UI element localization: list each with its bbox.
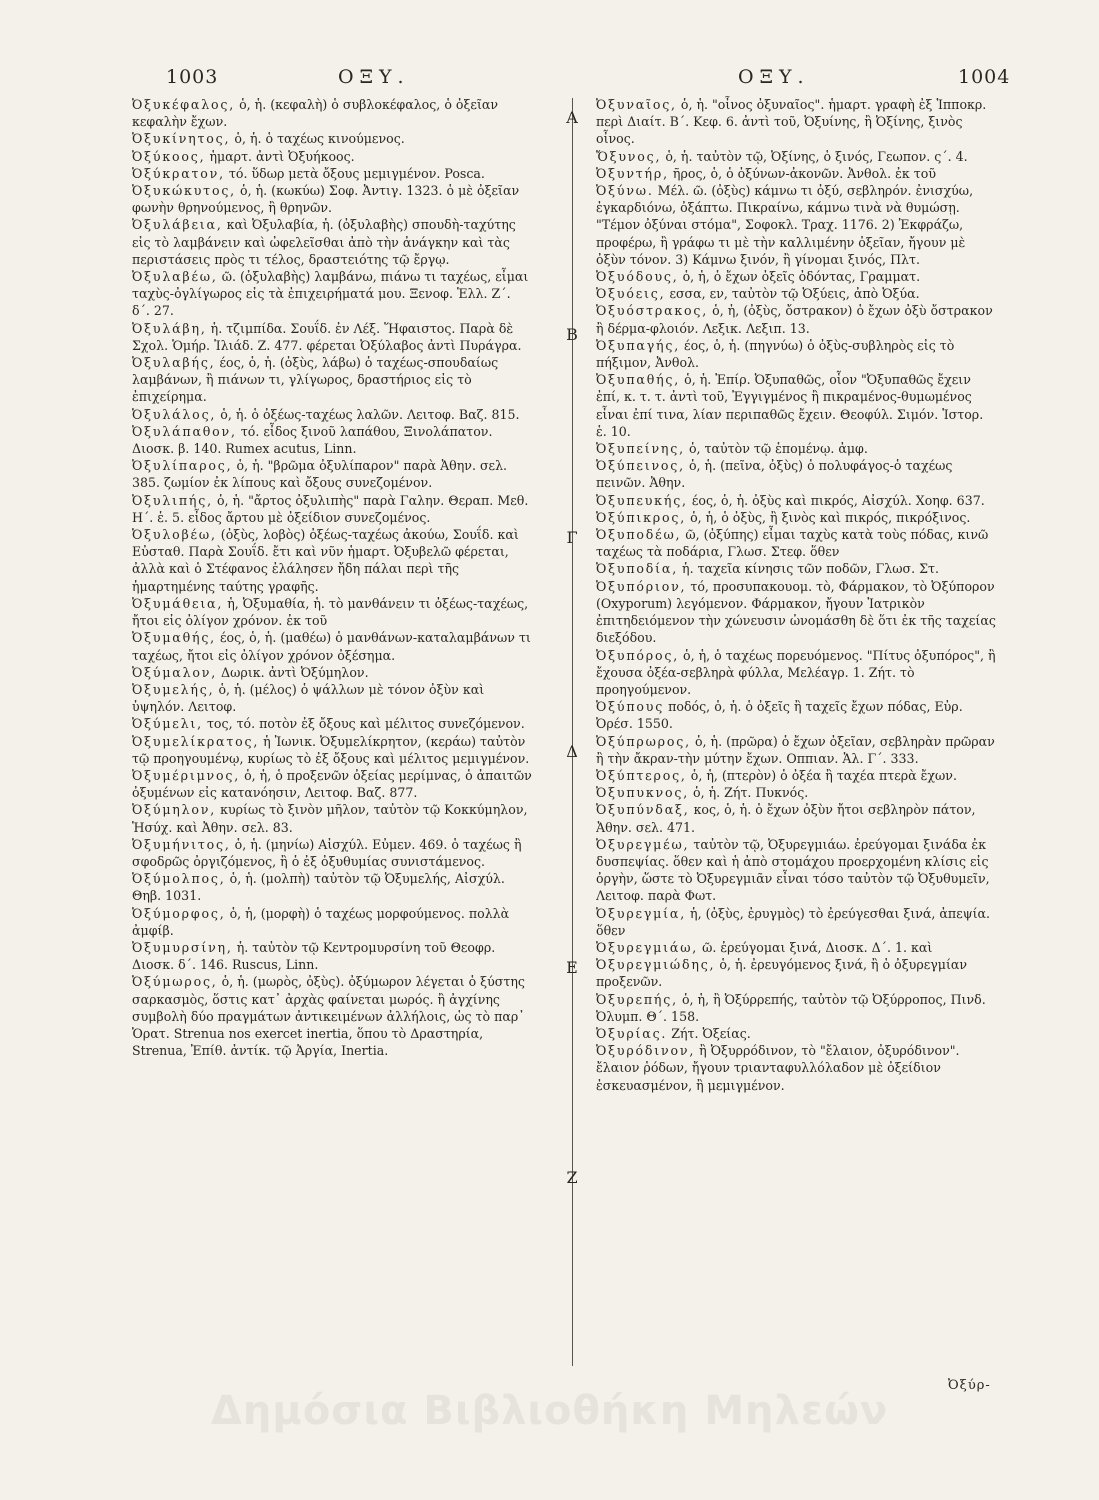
entry-headword: Ὀξυντήρ,	[596, 165, 669, 181]
entry-definition: ὁ, ἡ, ὁ ὀξὺς, ἢ ξινὸς καὶ πικρός, πικρόξινος.	[690, 509, 971, 525]
entry-definition: ὁ, ἡ. "ἄρτος ὀξυλιπὴς" παρὰ Γαλην. Θεραπ. Μεθ. Η΄. ἑ. 5. εἶδος ἄρτου μὲ ὀξείδιον συνεζομένος.	[132, 492, 529, 525]
dictionary-entry	[132, 268, 532, 320]
dictionary-entry	[132, 130, 532, 147]
entry-headword: Ὀξύπεινος,	[596, 458, 685, 474]
dictionary-entry	[132, 870, 532, 904]
entry-definition: ποδός, ὁ, ἡ. ὁ ὀξεῖς ἢ ταχεῖς ἔχων πόδας, Εὐρ. Ὀρέσ. 1550.	[596, 699, 963, 732]
dictionary-entry	[132, 715, 532, 732]
dictionary-entry	[596, 956, 996, 990]
entry-headword: Ὀξυμυρσίνη,	[132, 939, 233, 955]
dictionary-entry	[596, 1042, 996, 1094]
entry-definition: ῶ, (ὀξύπης) εἶμαι ταχὺς κατὰ τοὺς πόδας, κινῶ ταχέως τὰ ποδάρια, Γλωσ. Στεφ. ὅθεν	[596, 527, 989, 560]
dictionary-entry	[132, 836, 532, 870]
dictionary-entry	[132, 767, 532, 801]
dictionary-entry	[132, 492, 532, 526]
entry-headword: Ὀξυποδία,	[596, 561, 679, 577]
entry-definition: ὁ, ἡ. (μηνίω) Αἰσχύλ. Εὐμεν. 469. ὁ ταχέως ἢ σφοδρῶς ὀργιζόμενος, ἢ ὁ ἐξ ὀξυθυμίας συνιστάμενος.	[132, 836, 522, 869]
entry-headword: Ὀξυρεγμία,	[596, 905, 687, 921]
entry-definition: ἢ Ὀξυρρόδινον, τὸ "ἔλαιον, ὀξυρόδινον". ἔλαιον ῥόδων, ἤγουν τριανταφυλλόλαδον μὲ ὀξείδιον ἐσκευασμένον, ἢ μεμιγμένον.	[596, 1043, 960, 1093]
entry-definition: ὁ, ἡ. (πεῖνα, ὀξὺς) ὁ πολυφάγος-ὁ ταχέως πεινῶν. Ἀθην.	[596, 458, 953, 491]
entry-headword: Ὀξύμηλον,	[132, 802, 217, 818]
entry-definition: ὁ, ἡ. "οἶνος ὀξυναῖος". ἡμαρτ. γραφὴ ἐξ Ἱπποκρ. περὶ Διαίτ. Β΄. Κεφ. 6. ἀντὶ τοῦ, Ὀξυίνης, ἢ Ὀξίνης, ξινὸς οἶνος.	[596, 97, 987, 147]
entry-headword: Ὀξυλαβής,	[132, 355, 216, 371]
dictionary-entry	[132, 526, 532, 595]
entry-headword: Ὀξυλάλος,	[132, 406, 217, 422]
dictionary-entry	[596, 96, 996, 148]
entry-definition: ὁ, ἡ. ὁ ταχέως κινούμενος.	[234, 131, 405, 147]
entry-headword: Ὀξυλαβέω,	[132, 269, 218, 285]
dictionary-entry	[596, 165, 996, 182]
entry-headword: Ὀξυμελής,	[132, 681, 215, 697]
dictionary-entry	[132, 681, 532, 715]
entry-headword: Ὀξυπαθής,	[596, 372, 681, 388]
entry-definition: ἡ, (ὀξὺς, ἐρυγμὸς) τὸ ἐρεύγεσθαι ξινά, ἀπεψία. ὅθεν	[596, 905, 991, 938]
margin-letter-c: Γ	[566, 528, 578, 547]
dictionary-entry	[596, 733, 996, 767]
entry-headword: Ὀξύπτερος,	[596, 767, 687, 783]
entry-headword: Ὀξυπαγής,	[596, 337, 681, 353]
entry-headword: Ὀξύμολπος,	[132, 871, 226, 887]
entry-definition: Μέλ. ῶ. (ὀξὺς) κάμνω τι ὀξύ, σεβληρόν. ἐνισχύω, ἐγκαρδιόνω, ὀξάπτω. Πικραίνω, κάμνω τινὰ νὰ θυμώσῃ. "Τέμον ὀξύναι στόμα", Σοφοκλ. Τραχ. 1176. 2) Ἐκφράζω, προφέρω, ἢ γράφω τι μὲ τὴν καλλιμένην ὀξεῖαν, ἤγουν μὲ ὀξὺν τόνον. 3) Κάμνω ξινόν, ἢ γίνομαι ξινός, Πλτ.	[596, 183, 974, 267]
dictionary-entry	[596, 991, 996, 1025]
right-column	[596, 96, 996, 1366]
left-page-number: 1003	[166, 66, 219, 88]
dictionary-entry	[596, 578, 996, 647]
dictionary-entry	[596, 457, 996, 491]
entry-definition: εσσα, εν, ταὐτὸν τῷ Ὀξύεις, ἀπὸ Ὀξύα.	[669, 286, 920, 302]
entry-headword: Ὀξυμάθεια,	[132, 595, 224, 611]
entry-headword: Ὀξυκίνητος,	[132, 131, 231, 147]
entry-headword: Ὀξυόστρακος,	[596, 303, 709, 319]
entry-headword: Ὀξύκρατον,	[132, 165, 225, 181]
entry-definition: έος, ὁ, ἡ. (μαθέω) ὁ μανθάνων-καταλαμβάνων τι ταχέως, ἤτοι εἰς ὀλίγον χρόνον ὀξέσημα.	[132, 630, 531, 663]
entry-headword: Ὀξύπικρος,	[596, 509, 687, 525]
dictionary-entry	[132, 354, 532, 406]
entry-headword: Ὀξυπόρος,	[596, 647, 680, 663]
dictionary-entry	[132, 733, 532, 767]
dictionary-entry	[132, 939, 532, 973]
dictionary-entry	[132, 973, 532, 1059]
entry-headword: Ὀξυπευκής,	[596, 492, 688, 508]
entry-definition: Ζήτ. Ὀξείας.	[671, 1025, 751, 1041]
entry-headword: Ὀξυπυκνος,	[596, 785, 690, 801]
dictionary-entry	[596, 509, 996, 526]
entry-definition: ἡ. τζιμπίδα. Σουΐδ. ἐν Λέξ. Ἥφαιστος. Παρὰ δὲ Σχολ. Ὁμήρ. Ἰλιάδ. Ζ. 477. φέρεται Ὀξύλαβος ἀντὶ Πυράγρα.	[132, 320, 522, 353]
margin-letter-b: Β	[566, 325, 578, 344]
dictionary-entry	[132, 457, 532, 491]
dictionary-entry	[596, 182, 996, 268]
entry-definition: τό, προσυπακουομ. τὸ, Φάρμακον, τὸ Ὀξύπορον (Oxyporum) λεγόμενον. Φάρμακον, ἤγουν Ἰατρικὸν ἐπιτηδειόμενον τὴν χώνευσιν ὠνομάσθη δὲ ὅτι ἐκ τῆς ταχείας διεξόδου.	[596, 578, 996, 646]
dictionary-entry	[596, 905, 996, 939]
entry-definition: ἡ. ταχεῖα κίνησις τῶν ποδῶν, Γλωσ. Στ.	[682, 561, 939, 577]
entry-headword: Ὀξύκοος,	[132, 148, 206, 164]
dictionary-entry	[596, 784, 996, 801]
dictionary-entry	[132, 96, 532, 130]
entry-headword: Ὀξυλάβεια,	[132, 217, 223, 233]
entry-headword: Ὀξύμαλον,	[132, 664, 218, 680]
entry-headword: Ὀξυρεγμέω,	[596, 836, 690, 852]
entry-definition: ἡμαρτ. ἀντὶ Ὀξυήκοος.	[209, 148, 355, 164]
left-column	[132, 96, 532, 1396]
dictionary-entry	[596, 1025, 996, 1042]
entry-headword: Ὀξυποδέω,	[596, 527, 682, 543]
dictionary-entry	[132, 423, 532, 457]
entry-headword: Ὀξυμελίκρατος,	[132, 733, 260, 749]
entry-definition: ὁ, ἡ. ὁ ὀξέως-ταχέως λαλῶν. Λειτοφ. Βαζ. 815.	[220, 406, 520, 422]
entry-headword: Ὀξυλάβη,	[132, 320, 207, 336]
entry-headword: Ὀξυλίπαρος,	[132, 458, 233, 474]
entry-definition: ῆρος, ὁ, ὁ ὀξύνων-ἀκονῶν. Ἀνθολ. ἐκ τοῦ	[672, 165, 936, 181]
entry-headword: Ὀξύπους	[596, 699, 665, 715]
entry-definition: ὁ, ἡ, (μορφὴ) ὁ ταχέως μορφούμενος. πολλὰ ἀμφίβ.	[132, 905, 510, 938]
entry-definition: ῶ. ἐρεύγομαι ξινά, Διοσκ. Δ΄. 1. καὶ	[702, 939, 933, 955]
dictionary-entry	[132, 629, 532, 663]
dictionary-entry	[132, 664, 532, 681]
entry-headword: Ὀξυναῖος,	[596, 97, 677, 112]
entry-definition: ὁ, ἡ. (πρῶρα) ὁ ἔχων ὀξεῖαν, σεβληρὰν πρῶραν ἢ τὴν ἄκραν-τὴν μύτην ἔχων. Οππιαν. Ἁλ. Γ΄. 333.	[596, 733, 995, 766]
entry-definition: ὁ, ἡ. (κωκύω) Σοφ. Ἀντιγ. 1323. ὁ μὲ ὀξεῖαν φωνὴν θρηνούμενος, ἢ θρηνῶν.	[132, 183, 520, 216]
entry-definition: ῶ. (ὀξυλαβὴς) λαμβάνω, πιάνω τι ταχέως, εἶμαι ταχὺς-ὀγλίγωρος εἰς τὰ ἐπιχειρήματά μου. Ξενοφ. Ἑλλ. Ζ΄. δ΄. 27.	[132, 269, 529, 319]
entry-headword: Ὀξυλοβέω,	[132, 527, 217, 543]
entry-definition: ὁ, ἡ, ὁ ἔχων ὀξεῖς ὀδόντας, Γραμματ.	[682, 269, 921, 285]
dictionary-entry	[596, 371, 996, 440]
entry-headword: Ὄξυνος,	[596, 148, 662, 164]
entry-headword: Ὀξυρεπής,	[596, 991, 678, 1007]
entry-definition: κος, ὁ, ἡ. ὁ ἔχων ὀξὺν ἤτοι σεβληρὸν πάτον, Ἀθην. σελ. 471.	[596, 802, 976, 835]
dictionary-entry	[132, 182, 532, 216]
entry-definition: ἡ Ἰωνικ. Ὀξυμελίκρητον, (κεράω) ταὐτὸν τῷ προηγουμένῳ, κυρίως τὸ ἐξ ὄξους καὶ μέλιτος μεμιγμένον.	[132, 733, 530, 766]
dictionary-entry	[132, 801, 532, 835]
entry-headword: Ὀξύμωρος,	[132, 974, 218, 990]
entry-definition: κυρίως τὸ ξινὸν μῆλον, ταὐτὸν τῷ Κοκκύμηλον, Ἡσύχ. καὶ Ἀθην. σελ. 83.	[132, 802, 528, 835]
dictionary-entry	[596, 836, 996, 905]
entry-headword: Ὀξύμελι,	[132, 716, 203, 732]
entry-headword: Ὀξυλιπής,	[132, 492, 213, 508]
dictionary-entry	[132, 595, 532, 629]
dictionary-entry	[596, 526, 996, 560]
entry-headword: Ὀξυόδους,	[596, 269, 679, 285]
entry-headword: Ὀξυρόδινον,	[596, 1043, 696, 1059]
dictionary-entry	[596, 939, 996, 956]
entry-headword: Ὀξύπρωρος,	[596, 733, 691, 749]
entry-headword: Ὀξυρεγμιώδης,	[596, 957, 716, 973]
dictionary-entry	[132, 165, 532, 182]
entry-definition: ὁ, ἡ. "βρῶμα ὀξυλίπαρον" παρὰ Ἀθην. σελ. 385. ζωμίον ἐκ λίπους καὶ ὄξους συνεζομένον.	[132, 458, 508, 491]
entry-definition: ὁ, ἡ. Ζήτ. Πυκνός.	[693, 785, 809, 801]
margin-letter-e: Ε	[566, 958, 578, 977]
entry-headword: Ὀξυμέριμνος,	[132, 767, 241, 783]
entry-headword: Ὀξυλάπαθον,	[132, 423, 237, 439]
entry-headword: Ὀξυμήνιτος,	[132, 836, 231, 852]
entry-definition: ὁ, ἡ, ὁ ταχέως πορευόμενος. "Πίτυς ὀξυπόρος", ἢ ἔχουσα ὀξέα-σεβληρὰ φύλλα, Μελέαγρ. 1. Ζήτ. τὸ προηγούμενον.	[596, 647, 996, 697]
dictionary-entry	[596, 647, 996, 699]
entry-definition: ὁ, ἡ. (κεφαλὴ) ὁ συβλοκέφαλος, ὁ ὀξεῖαν κεφαλὴν ἔχων.	[132, 97, 499, 130]
margin-letter-d: Δ	[566, 742, 578, 761]
entry-definition: ὁ, ἡ. Ἐπίρ. Ὀξυπαθῶς, οἷον "Ὀξυπαθῶς ἔχειν ἐπί, κ. τ. τ. ἀντὶ τοῦ, Ἐγγιγμένος ἢ πικραμένος-θυμωμένος εἶναι ἐπί τινα, λίαν περιπαθῶς ἔχειν. Θεοφύλ. Σιμόν. Ἱστορ. ἑ. 10.	[596, 372, 984, 439]
dictionary-entry	[596, 560, 996, 577]
entry-definition: Δωρικ. ἀντὶ Ὀξύμηλον.	[221, 664, 369, 680]
entry-headword: Ὀξυπύνδαξ,	[596, 802, 690, 818]
entry-definition: έος, ὁ, ἡ. ὀξὺς καὶ πικρός, Αἰσχύλ. Χοηφ. 637.	[691, 492, 985, 508]
entry-headword: Ὀξυκέφαλος,	[132, 97, 236, 112]
entry-definition: ἡ. ταὐτὸν τῷ Κεντρομυρσίνη τοῦ Θεοφρ. Διοσκ. δ΄. 146. Ruscus, Linn.	[132, 939, 496, 973]
entry-headword: Ὀξυρίας.	[596, 1025, 668, 1041]
dictionary-entry	[132, 148, 532, 165]
entry-headword: Ὀξύνω.	[596, 183, 654, 199]
entry-definition: ἡ, Ὀξυμαθία, ἡ. τὸ μανθάνειν τι ὀξέως-ταχέως, ἤτοι εἰς ὀλίγον χρόνον. ἐκ τοῦ	[132, 595, 529, 629]
entry-definition: ὁ, ἡ, ἢ Ὀξύρρεπής, ταὐτὸν τῷ Ὀξύρροπος, Πινδ. Ὀλυμπ. Θ΄. 158.	[596, 991, 986, 1024]
dictionary-entry	[596, 801, 996, 835]
right-page-number: 1004	[958, 66, 1011, 88]
entry-headword: Ὀξυπόριον,	[596, 578, 687, 594]
catchword: Ὀξύρ-	[948, 1378, 991, 1393]
dictionary-entry	[596, 268, 996, 285]
dictionary-entry	[596, 285, 996, 302]
dictionary-entry	[132, 320, 532, 354]
entry-definition: ταὐτὸν τῷ, Ὀξυρεγμιάω. ἐρεύγομαι ξινάδα ἐκ δυσπεψίας. ὅθεν καὶ ἡ ἀπὸ στομάχου προερχομένη κλίσις εἰς ὀργὴν, ὥστε τὸ Ὀξυρεγμιᾶν εἶναι τόσο ταὐτὸν τῷ Ὀξυθυμεῖν, Λειτοφ. παρὰ Φωτ.	[596, 836, 990, 904]
margin-letter-a: Α	[566, 108, 578, 127]
entry-definition: ὁ, ἡ. (μολπὴ) ταὐτὸν τῷ Ὀξυμελής, Αἰσχύλ. Θηβ. 1031.	[132, 871, 505, 904]
entry-definition: ὁ, ἡ, (πτερὸν) ὁ ὀξέα ἢ ταχέα πτερὰ ἔχων.	[690, 767, 957, 783]
right-running-head: ΟΞΥ.	[738, 66, 810, 88]
dictionary-entry	[132, 905, 532, 939]
entry-headword: Ὀξυμαθής,	[132, 630, 216, 646]
entry-definition: τος, τό. ποτὸν ἐξ ὄξους καὶ μέλιτος συνεζόμενον.	[206, 716, 525, 732]
dictionary-entry	[596, 492, 996, 509]
dictionary-entry	[596, 148, 996, 165]
entry-definition: τό. εἶδος ξινοῦ λαπάθου, Ξινολάπατον. Διοσκ. β. 140. Rumex acutus, Linn.	[132, 423, 493, 457]
entry-definition: ὁ, ταὐτὸν τῷ ἑπομένῳ. ἀμφ.	[688, 441, 868, 457]
dictionary-entry	[132, 216, 532, 268]
entry-headword: Ὀξύμορφος,	[132, 905, 226, 921]
entry-definition: ὁ, ἡ. (μωρὸς, ὀξὺς). ὀξύμωρον λέγεται ὁ ξύστης σαρκασμὸς, ὅστις κατ᾽ ἀρχὰς φαίνεται μωρός. ἢ ἀγχίνης συμβολὴ δύο πραγμάτων ἀντικειμένων ἀλλήλοις, ὡς τὸ παρ᾽ Ὁρατ. Strenua nos exercet inertia, ὅπου τὸ Δραστηρία, Strenua, Ἐπίθ. ἀντίκ. τῷ Ἀργία, Inertia.	[132, 974, 525, 1059]
entry-definition: ὁ, ἡ, ὁ προξενῶν ὀξείας μερίμνας, ὁ ἀπαιτῶν ὀξυμένων εἰς κατανόησιν, Λειτοφ. Βαζ. 877.	[132, 767, 532, 801]
dictionary-entry	[596, 337, 996, 371]
dictionary-entry	[596, 302, 996, 336]
entry-definition: (ὀξὺς, λοβὸς) ὀξέως-ταχέως ἀκούω, Σουΐδ. καὶ Εὐσταθ. Παρὰ Σουΐδ. ἔτι καὶ νῦν ἡμαρτ. Ὀξυβελῶ φέρεται, ἀλλὰ καὶ ὁ Στέφανος ἐλάλησεν ἤδη πάλαι περὶ τῆς ἡμαρτημένης ταύτης γραφῆς.	[132, 527, 519, 594]
left-running-head: ΟΞΥ.	[338, 66, 410, 88]
entry-definition: τό. ὕδωρ μετὰ ὄξους μεμιγμένον. Posca.	[228, 165, 485, 181]
entry-headword: Ὀξυπείνης,	[596, 441, 685, 457]
entry-definition: ὁ, ἡ, (ὀξὺς, ὄστρακον) ὁ ἔχων ὀξὺ ὄστρακον ἢ δέρμα-φλοιόν. Λεξικ. Λεξιπ. 13.	[596, 303, 993, 336]
entry-definition: έος, ὁ, ἡ. (ὀξὺς, λάβω) ὁ ταχέως-σπουδαίως λαμβάνων, ἢ πιάνων τι, γλίγωρος, δραστήριος εἰς τὸ ἐπιχείρημα.	[132, 355, 499, 405]
library-watermark: Δημόσια Βιβλιοθήκη Μηλεών	[210, 1388, 889, 1434]
entry-headword: Ὀξυκώκυτος,	[132, 183, 236, 199]
entry-definition: ὁ, ἡ. ταὐτὸν τῷ, Ὀξίνης, ὁ ξινός, Γεωπον. ς΄. 4.	[665, 148, 968, 164]
entry-headword: Ὀξυόεις,	[596, 286, 666, 302]
entry-definition: ὁ, ἡ. ἐρευγόμενος ξινά, ἢ ὁ ὀξυρεγμίαν προξενῶν.	[596, 957, 968, 990]
dictionary-entry	[596, 767, 996, 784]
dictionary-entry	[132, 406, 532, 423]
dictionary-entry	[596, 440, 996, 457]
entry-definition: ὁ, ἡ. (μέλος) ὁ ψάλλων μὲ τόνον ὀξὺν καὶ ὑψηλόν. Λειτοφ.	[132, 681, 485, 715]
margin-letter-f: Ζ	[566, 1168, 578, 1187]
entry-definition: έος, ὁ, ἡ. (πηγνύω) ὁ ὀξὺς-συβληρὸς εἰς τὸ πήξιμον, Ἀνθολ.	[596, 337, 955, 371]
entry-definition: καὶ Ὀξυλαβία, ἡ. (ὀξυλαβὴς) σπουδὴ-ταχύτης εἰς τὸ λαμβάνειν καὶ ὠφελεῖσθαι ἀπὸ τὴν ἀνάγκην καὶ τὰς περιστάσεις πρὸς τι τέλος, δραστειότης τῷ ἔργῳ.	[132, 217, 516, 267]
dictionary-entry	[596, 698, 996, 732]
entry-headword: Ὀξυρεγμιάω,	[596, 939, 699, 955]
